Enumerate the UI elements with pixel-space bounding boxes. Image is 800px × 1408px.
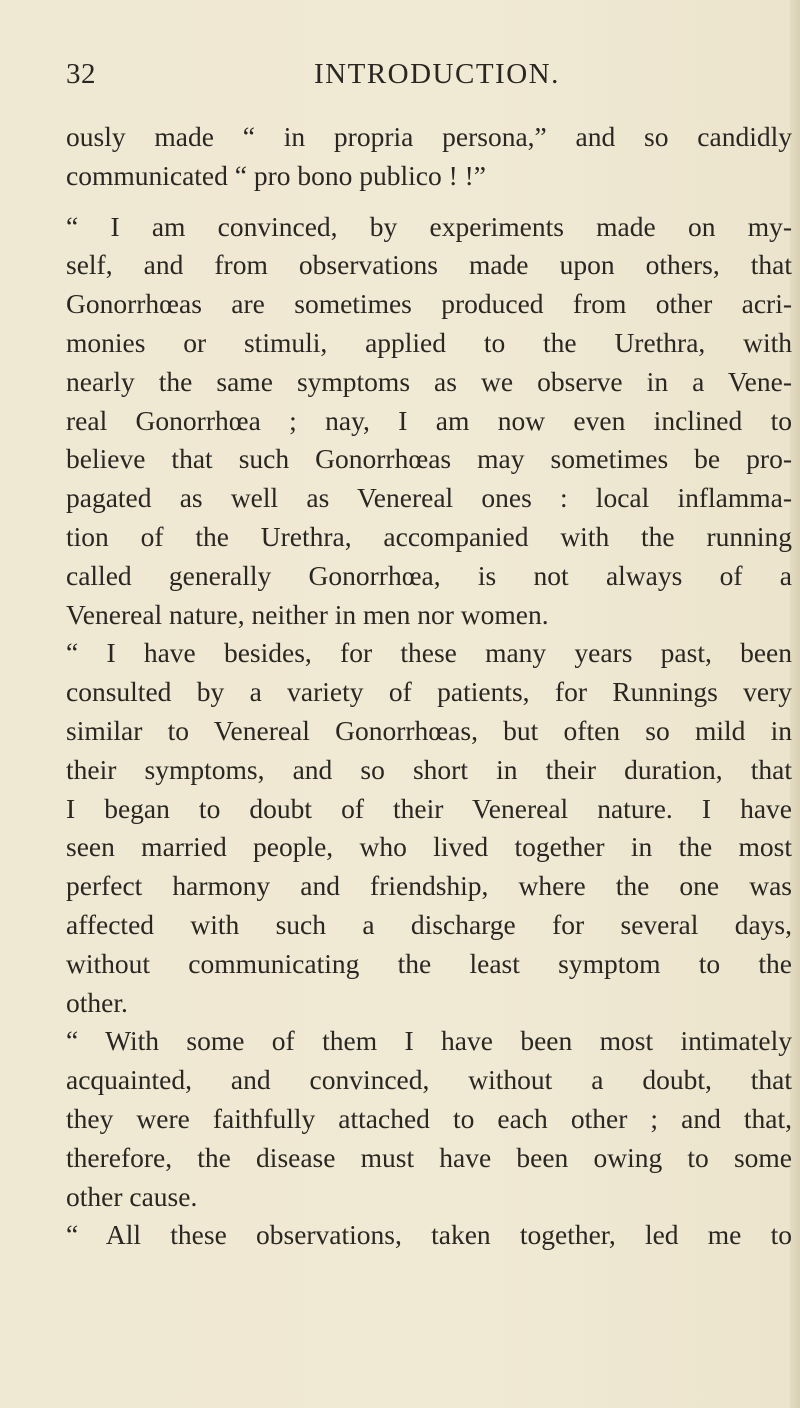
text-line: self, and from observations made upon others, that [66, 249, 792, 281]
text-line: believe that such Gonorrhœas may sometimes be pro- [66, 443, 792, 475]
text-line: consulted by a variety of patients, for Runnings very [66, 676, 792, 708]
text-line: therefore, the disease must have been owing to some [66, 1141, 792, 1173]
text-line: acquainted, and convinced, without a doubt, that [66, 1064, 792, 1096]
text-line: without communicating the least symptom to the [66, 947, 792, 979]
text-line: communicated “ pro bono publico ! !” [66, 159, 487, 191]
text-line: Venereal nature, neither in men nor women. [66, 598, 549, 630]
text-line: other cause. [66, 1180, 198, 1212]
text-line: “ All these observations, taken together, led me to [66, 1219, 792, 1251]
text-line: “ With some of them I have been most intimately [66, 1025, 792, 1057]
text-line: similar to Venereal Gonorrhœas, but often so mild in [66, 714, 792, 746]
text-line: I began to doubt of their Venereal nature. I have [66, 792, 792, 824]
text-line: perfect harmony and friendship, where the one was [66, 870, 792, 902]
text-line: ously made “ in propria persona,” and so candidly [66, 121, 792, 152]
page-header [66, 58, 746, 98]
text-line: they were faithfully attached to each other ; and that, [66, 1102, 792, 1134]
body-text [66, 118, 792, 1255]
text-line: affected with such a discharge for several days, [66, 908, 792, 940]
text-line: “ I am convinced, by experiments made on my- [66, 210, 792, 242]
text-line: their symptoms, and so short in their duration, that [66, 753, 792, 785]
text-line: Gonorrhœas are sometimes produced from other acri- [66, 288, 792, 320]
text-line: real Gonorrhœa ; nay, I am now even inclined to [66, 404, 792, 436]
text-line: nearly the same symptoms as we observe in a Vene- [66, 365, 792, 397]
text-line: monies or stimuli, applied to the Urethra, with [66, 326, 792, 358]
text-line: “ I have besides, for these many years past, been [66, 637, 792, 669]
running-head: INTRODUCTION. [314, 58, 560, 90]
text-line: pagated as well as Venereal ones : local inflamma- [66, 482, 792, 514]
text-line: other. [66, 986, 128, 1018]
text-line: called generally Gonorrhœa, is not always of a [66, 559, 792, 591]
text-line: seen married people, who lived together in the most [66, 831, 792, 863]
text-line: tion of the Urethra, accompanied with the running [66, 520, 792, 552]
page-number: 32 [66, 58, 96, 90]
